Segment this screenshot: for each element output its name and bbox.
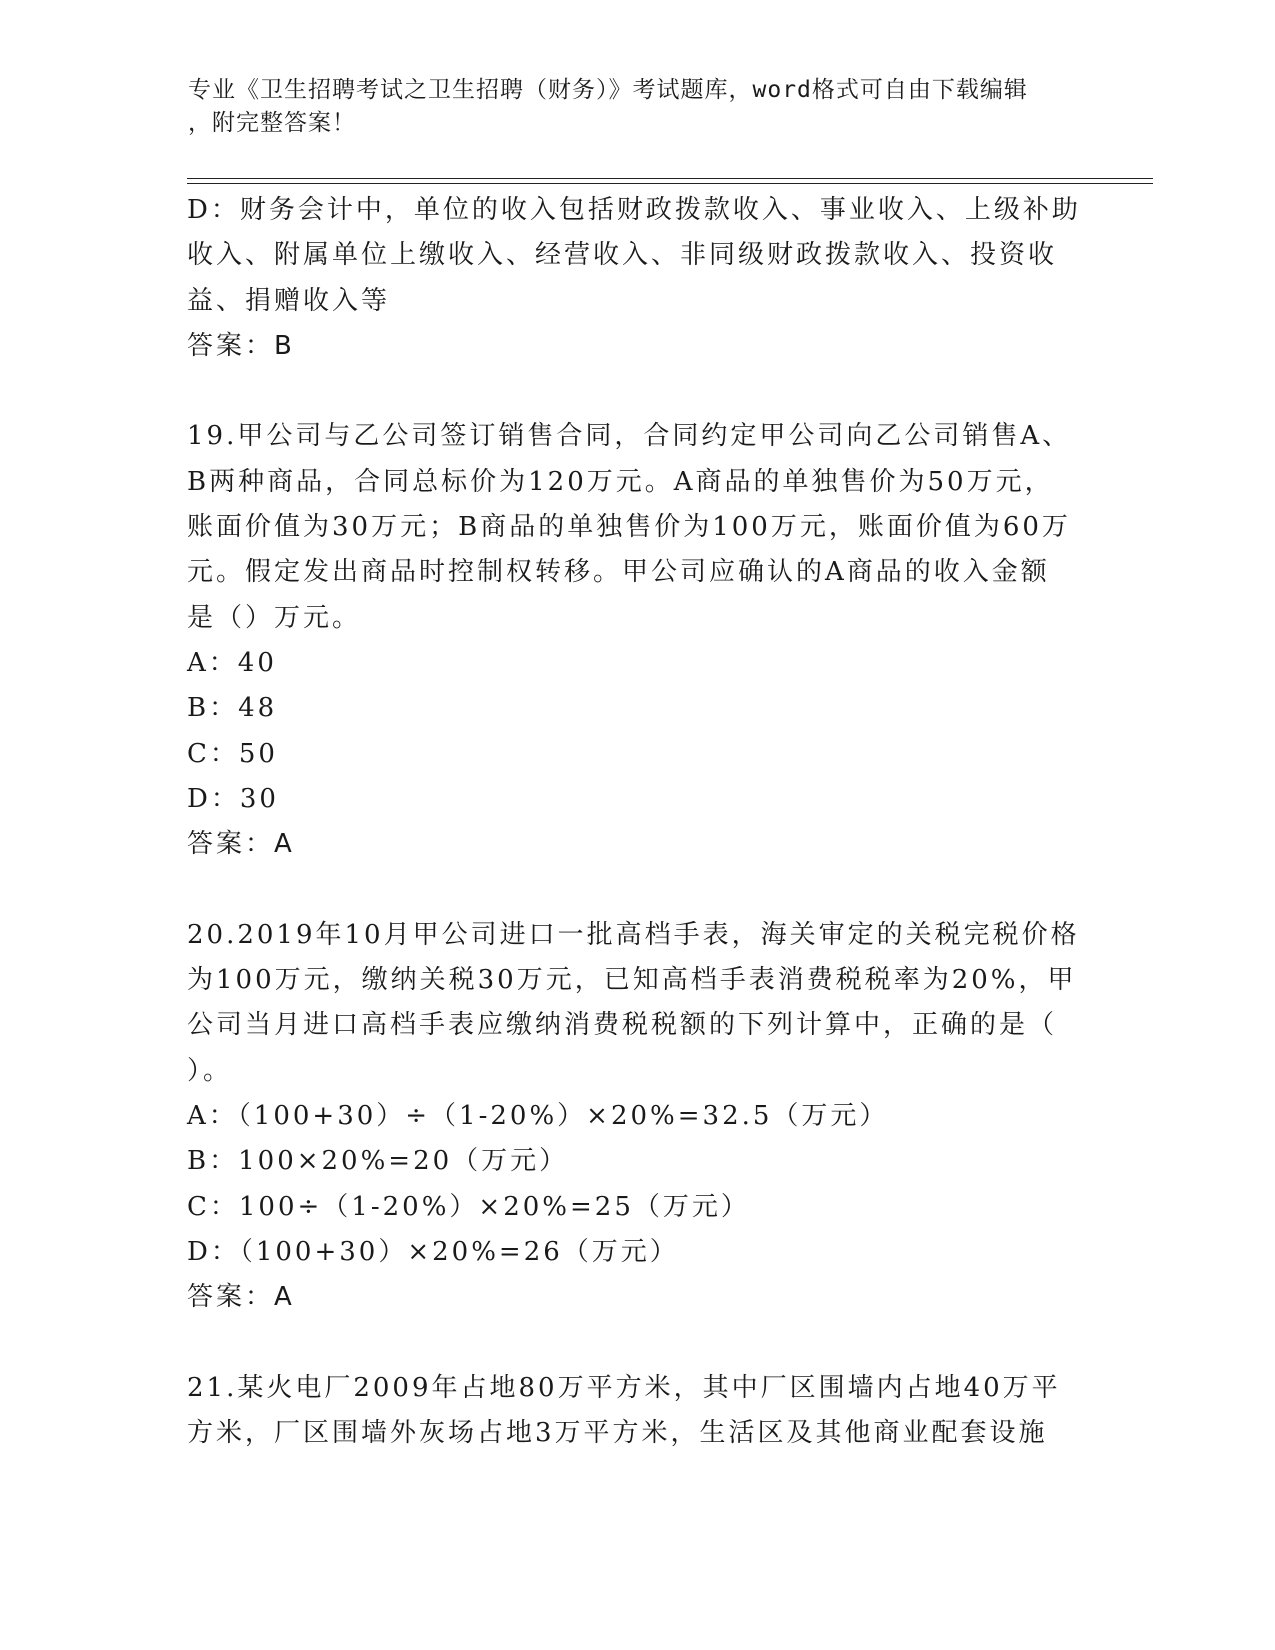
question-20 bbox=[187, 913, 1087, 1321]
header-line-2: ，附完整答案！ bbox=[188, 110, 356, 136]
question-stem-line: 账面价值为30万元；B商品的单独售价为100万元，账面价值为60万 bbox=[187, 512, 1071, 543]
answer: 答案：B bbox=[187, 330, 295, 361]
question-stem-line: 元。假定发出商品时控制权转移。甲公司应确认的A商品的收入金额 bbox=[187, 557, 1050, 588]
question-stem-line: ）。 bbox=[187, 1055, 233, 1086]
option-d: D：30 bbox=[187, 783, 279, 814]
option-b: B：48 bbox=[187, 693, 278, 724]
option-a: A：（100+30）÷（1-20%）×20%=32.5（万元） bbox=[187, 1100, 889, 1131]
question-stem-line: 是（）万元。 bbox=[187, 602, 362, 633]
option-c: C：100÷（1-20%）×20%=25（万元） bbox=[187, 1191, 750, 1222]
answer: 答案：A bbox=[187, 1282, 295, 1313]
option-d-line: 收入、附属单位上缴收入、经营收入、非同级财政拨款收入、投资收 bbox=[187, 240, 1058, 271]
question-stem-line: 公司当月进口高档手表应缴纳消费税税额的下列计算中，正确的是（ bbox=[187, 1010, 1058, 1041]
question-19 bbox=[187, 414, 1087, 867]
question-stem-line: 方米，厂区围墙外灰场占地3万平方米，生活区及其他商业配套设施 bbox=[187, 1418, 1048, 1449]
question-stem-line: 21.某火电厂2009年占地80万平方米，其中厂区围墙内占地40万平 bbox=[187, 1372, 1061, 1403]
spacer bbox=[187, 1320, 1087, 1365]
document-header bbox=[188, 74, 1088, 140]
question-stem-line: 为100万元，缴纳关税30万元，已知高档手表消费税税率为20%，甲 bbox=[187, 965, 1077, 996]
option-d-line: D：财务会计中，单位的收入包括财政拨款收入、事业收入、上级补助 bbox=[187, 195, 1081, 225]
question-21 bbox=[187, 1366, 1087, 1457]
question-stem-line: B两种商品，合同总标价为120万元。A商品的单独售价为50万元， bbox=[187, 466, 1054, 497]
option-a: A：40 bbox=[187, 647, 277, 678]
question-stem-line: 19.甲公司与乙公司签订销售合同，合同约定甲公司向乙公司销售A、 bbox=[187, 421, 1072, 452]
header-line-1: 专业《卫生招聘考试之卫生招聘（财务）》考试题库，word格式可自由下载编辑 bbox=[188, 77, 1028, 103]
option-d: D：（100+30）×20%=26（万元） bbox=[187, 1236, 679, 1267]
option-d-line: 益、捐赠收入等 bbox=[187, 285, 391, 316]
spacer bbox=[187, 867, 1087, 912]
spacer bbox=[187, 369, 1087, 414]
document-body bbox=[187, 188, 1087, 1456]
question-18-tail bbox=[187, 188, 1087, 369]
question-stem-line: 20.2019年10月甲公司进口一批高档手表，海关审定的关税完税价格 bbox=[187, 919, 1080, 950]
option-b: B：100×20%=20（万元） bbox=[187, 1146, 569, 1177]
header-divider bbox=[187, 178, 1153, 184]
answer: 答案：A bbox=[187, 829, 295, 860]
option-c: C：50 bbox=[187, 738, 278, 769]
